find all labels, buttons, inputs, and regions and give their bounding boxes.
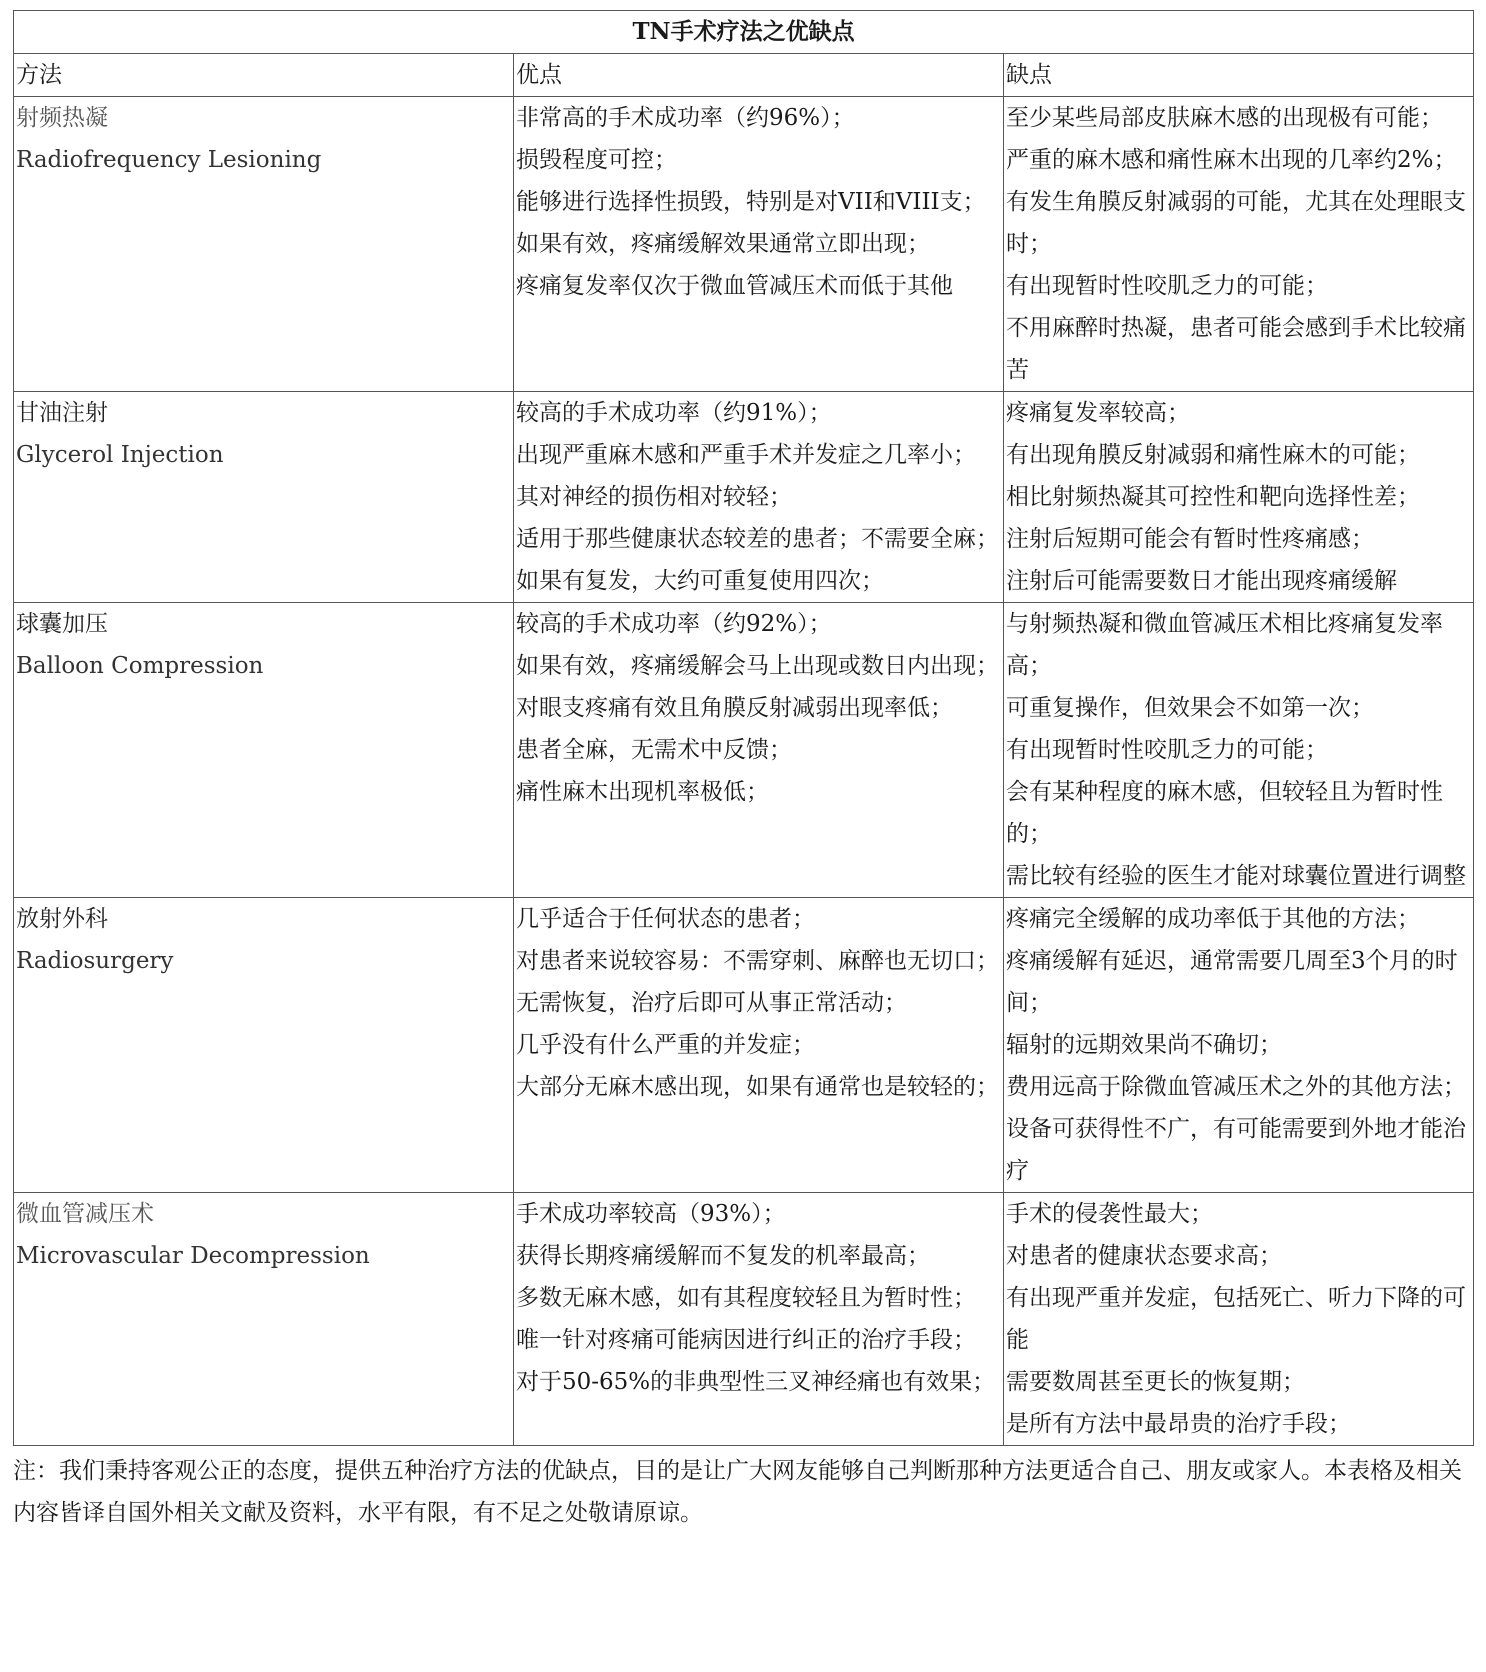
pros-item: 非常高的手术成功率（约96%）； [516,105,855,131]
cons-item: 严重的麻木感和痛性麻木出现的几率约2%； [1006,147,1457,173]
method-name-zh: 射频热凝 [16,105,108,131]
pros-item: 如果有复发，大约可重复使用四次； [516,568,884,594]
pros-item: 几乎适合于任何状态的患者； [516,906,815,932]
table-header-row [14,54,1474,97]
cons-item: 与射频热凝和微血管减压术相比疼痛复发率高； [1006,611,1443,679]
cons-item: 注射后可能需要数日才能出现疼痛缓解 [1006,568,1397,594]
table-row [14,392,1474,603]
pros-item: 损毁程度可控； [516,147,677,173]
table-row [14,898,1474,1193]
method-name-en: Microvascular Decompression [16,1243,370,1269]
pros-cell [514,97,1004,392]
method-cell [14,1193,514,1446]
method-cell [14,392,514,603]
pros-item: 如果有效，疼痛缓解会马上出现或数日内出现； [516,653,999,679]
cons-cell [1004,1193,1474,1446]
cons-item: 有出现暂时性咬肌乏力的可能； [1006,273,1328,299]
pros-item: 如果有效，疼痛缓解效果通常立即出现； [516,231,930,257]
footnote: 注：我们秉持客观公正的态度，提供五种治疗方法的优缺点，目的是让广大网友能够自己判断那种方法更适合自己、朋友或家人。本表格及相关内容皆译自国外相关文献及资料，水平有限，有不足之处敬请原谅。 [13,1458,1462,1526]
pros-item: 适用于那些健康状态较差的患者；不需要全麻； [516,526,999,552]
cons-item: 需要数周甚至更长的恢复期； [1006,1369,1305,1395]
cons-item: 费用远高于除微血管减压术之外的其他方法； [1006,1074,1466,1100]
pros-item: 患者全麻，无需术中反馈； [516,737,792,763]
table-caption: TN手术疗法之优缺点 [14,11,1474,54]
pros-cell [514,392,1004,603]
cons-item: 至少某些局部皮肤麻木感的出现极有可能； [1006,105,1443,131]
pros-item: 多数无麻木感，如有其程度较轻且为暂时性； [516,1285,976,1311]
cons-item: 可重复操作，但效果会不如第一次； [1006,695,1374,721]
cons-cell [1004,392,1474,603]
pros-item: 其对神经的损伤相对较轻； [516,484,792,510]
pros-item: 手术成功率较高（93%）； [516,1201,786,1227]
pros-item: 较高的手术成功率（约91%）； [516,400,832,426]
cons-item: 不用麻醉时热凝，患者可能会感到手术比较痛苦 [1006,315,1466,383]
cons-item: 有出现严重并发症，包括死亡、听力下降的可能 [1006,1285,1466,1353]
pros-item: 对患者来说较容易：不需穿刺、麻醉也无切口； [516,948,999,974]
pros-item: 疼痛复发率仅次于微血管减压术而低于其他 [516,273,953,299]
pros-item: 大部分无麻木感出现，如果有通常也是较轻的； [516,1074,999,1100]
cons-item: 相比射频热凝其可控性和靶向选择性差； [1006,484,1420,510]
method-name-en: Glycerol Injection [16,442,224,468]
method-name-zh: 微血管减压术 [16,1201,154,1227]
cons-item: 是所有方法中最昂贵的治疗手段； [1006,1411,1351,1437]
table-row [14,1193,1474,1446]
method-name-en: Radiosurgery [16,948,174,974]
cons-item: 手术的侵袭性最大； [1006,1201,1213,1227]
cons-item: 有发生角膜反射减弱的可能，尤其在处理眼支时； [1006,189,1466,257]
pros-item: 出现严重麻木感和严重手术并发症之几率小； [516,442,976,468]
pros-item: 获得长期疼痛缓解而不复发的机率最高； [516,1243,930,1269]
document [13,10,1473,1557]
header-method: 方法 [14,54,514,97]
cons-item: 有出现角膜反射减弱和痛性麻木的可能； [1006,442,1420,468]
cons-cell [1004,97,1474,392]
method-cell [14,97,514,392]
pros-item: 唯一针对疼痛可能病因进行纠正的治疗手段； [516,1327,976,1353]
cons-item: 会有某种程度的麻木感，但较轻且为暂时性的； [1006,779,1443,847]
method-name-zh: 甘油注射 [16,400,108,426]
method-name-zh: 球囊加压 [16,611,108,637]
pros-item: 能够进行选择性损毁，特别是对VII和VIII支； [516,189,986,215]
method-cell [14,603,514,898]
pros-item: 较高的手术成功率（约92%）； [516,611,832,637]
cons-cell [1004,603,1474,898]
header-pros: 优点 [514,54,1004,97]
method-cell [14,898,514,1193]
cons-item: 注射后短期可能会有暂时性疼痛感； [1006,526,1374,552]
cons-item: 有出现暂时性咬肌乏力的可能； [1006,737,1328,763]
cons-item: 对患者的健康状态要求高； [1006,1243,1282,1269]
table-row [14,97,1474,392]
cons-item: 设备可获得性不广，有可能需要到外地才能治疗 [1006,1116,1466,1184]
tn-comparison-table [13,10,1474,1446]
cons-cell [1004,898,1474,1193]
pros-item: 无需恢复，治疗后即可从事正常活动； [516,990,907,1016]
method-name-zh: 放射外科 [16,906,108,932]
pros-item: 痛性麻木出现机率极低； [516,779,769,805]
pros-item: 对眼支疼痛有效且角膜反射减弱出现率低； [516,695,953,721]
method-name-en: Balloon Compression [16,653,264,679]
header-cons: 缺点 [1004,54,1474,97]
cons-item: 疼痛缓解有延迟，通常需要几周至3个月的时间； [1006,948,1458,1016]
table-caption-row [14,11,1474,54]
cons-item: 辐射的远期效果尚不确切； [1006,1032,1282,1058]
pros-cell [514,603,1004,898]
method-name-en: Radiofrequency Lesioning [16,147,322,173]
pros-item: 对于50-65%的非典型性三叉神经痛也有效果； [516,1369,996,1395]
pros-item: 几乎没有什么严重的并发症； [516,1032,815,1058]
cons-item: 疼痛完全缓解的成功率低于其他的方法； [1006,906,1420,932]
pros-cell [514,898,1004,1193]
table-row [14,603,1474,898]
cons-item: 需比较有经验的医生才能对球囊位置进行调整 [1006,863,1466,889]
cons-item: 疼痛复发率较高； [1006,400,1190,426]
pros-cell [514,1193,1004,1446]
